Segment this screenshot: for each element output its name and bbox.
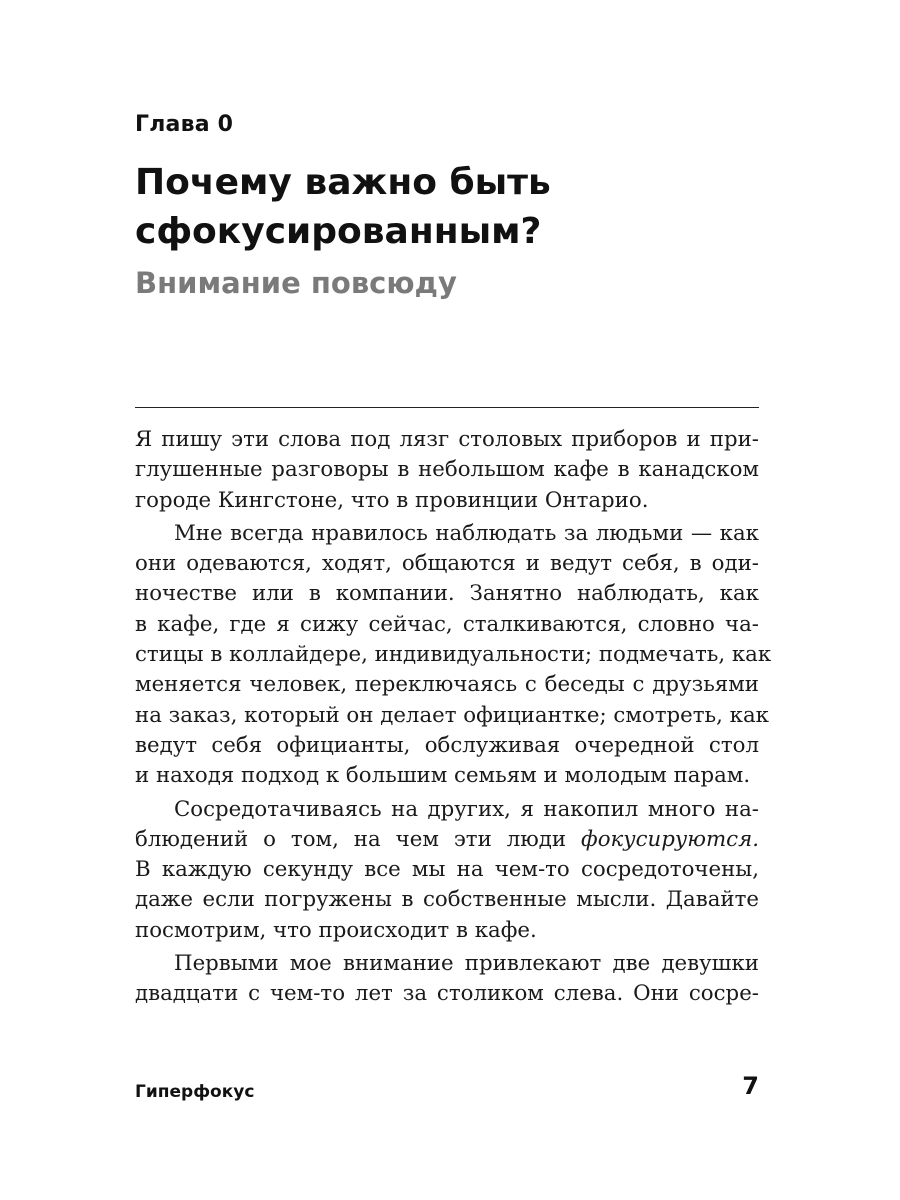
paragraph — [135, 949, 759, 1010]
text-line: Я пишу эти слова под лязг столовых приборов и при- — [135, 427, 759, 452]
text-line: они одеваются, ходят, общаются и ведут себя, в оди- — [135, 551, 759, 577]
text-fragment: блюдений о том, на чем эти люди — [135, 826, 567, 852]
paragraph — [135, 519, 772, 792]
paragraph — [135, 425, 759, 516]
text-line: городе Кингстоне, что в провинции Онтарио. — [135, 487, 649, 513]
page-number: 7 — [742, 1072, 759, 1100]
text-line: Первыми мое внимание привлекают две девушки — [174, 951, 759, 977]
section-divider — [135, 407, 759, 408]
text-line: Мне всегда нравилось наблюдать за людьми — как — [174, 520, 759, 546]
text-line: даже если погружены в собственные мысли. Давайте — [135, 887, 759, 913]
text-line: посмотрим, что происходит в кафе. — [135, 917, 537, 943]
paragraph — [135, 795, 759, 946]
text-line: в кафе, где я сижу сейчас, сталкиваются, словно ча- — [135, 611, 759, 637]
text-line: и находя подход к большим семьям и молодым парам. — [135, 763, 751, 789]
body-text — [135, 425, 772, 1013]
text-line: меняется человек, переключаясь с беседы с друзьями — [135, 672, 759, 698]
italic-text: фокусируются. — [581, 826, 759, 852]
section-title: Внимание повсюду — [135, 266, 457, 300]
chapter-title — [135, 158, 775, 256]
chapter-title-line: Почему важно быть — [135, 162, 551, 203]
chapter-label: Глава 0 — [135, 112, 234, 137]
text-line: ночестве или в компании. Занятно наблюдать, как — [135, 581, 759, 607]
text-line: ведут себя официанты, обслуживая очередной стол — [135, 732, 759, 758]
text-line: двадцати с чем-то лет за столиком слева. Они сосре- — [135, 981, 759, 1007]
text-line: на заказ, который он делает официантке; смотреть, как — [135, 702, 769, 728]
text-line: Сосредотачиваясь на других, я накопил много на- — [174, 796, 759, 822]
text-line: глушенные разговоры в небольшом кафе в канадском — [135, 457, 759, 483]
text-line: В каждую секунду все мы на чем-то сосредоточены, — [135, 857, 759, 883]
text-line: стицы в коллайдере, индивидуальности; подмечать, как — [135, 642, 772, 668]
footer-book-title: Гиперфокус — [135, 1082, 255, 1102]
text-line — [135, 825, 759, 855]
chapter-title-line: сфокусированным? — [135, 211, 542, 252]
